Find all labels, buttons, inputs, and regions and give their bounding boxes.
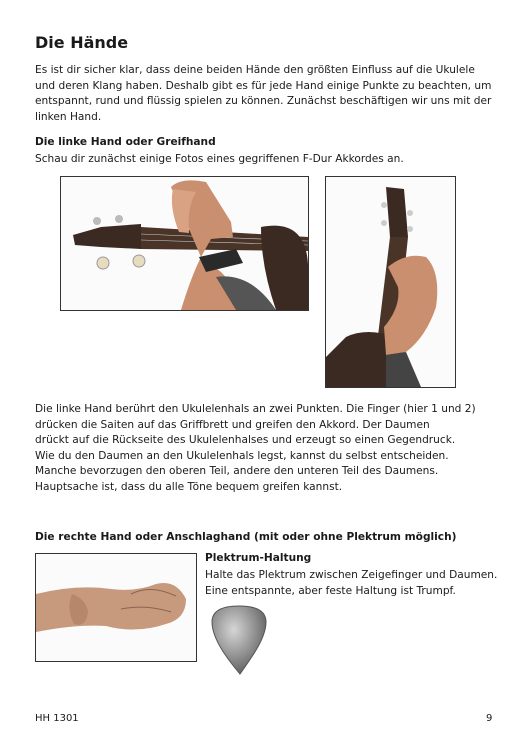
intro-line: entspannt, rund und flüssig spielen zu können. Zunächst beschäftigen wir uns mit der (35, 95, 492, 108)
section-heading-left-hand: Die linke Hand oder Greifhand (35, 136, 216, 148)
page-title: Die Hände (35, 33, 129, 52)
page-number: 9 (486, 713, 493, 724)
body-line: Hauptsache ist, dass du alle Töne bequem greifen kannst. (35, 480, 343, 493)
intro-line: linken Hand. (35, 110, 102, 123)
footer-code: HH 1301 (35, 713, 79, 724)
pick-icon (210, 604, 268, 676)
section-heading-right-hand: Die rechte Hand oder Anschlaghand (mit oder ohne Plektrum möglich) (35, 531, 457, 543)
photo-fretting-hand-front (60, 176, 309, 311)
intro-line: Es ist dir sicher klar, dass deine beiden Hände den größten Einfluss auf die Ukulele (35, 64, 475, 76)
body-line: drücken die Saiten auf das Griffbrett und greifen den Akkord. Der Daumen (35, 418, 430, 431)
intro-paragraph (35, 63, 491, 125)
pick-line: Eine entspannte, aber feste Haltung ist Trumpf. (205, 584, 456, 597)
photo-pick-grip (35, 553, 197, 662)
intro-line: und deren Klang haben. Deshalb gibt es für jede Hand einige Punkte zu beachten, um (35, 79, 492, 92)
pick-grip-text (205, 568, 497, 599)
section1-lead: Schau dir zunächst einige Fotos eines gegriffenen F-Dur Akkordes an. (35, 153, 404, 165)
body-line: Die linke Hand berührt den Ukulelenhals an zwei Punkten. Die Finger (hier 1 und 2) (35, 403, 476, 415)
pick-line: Halte das Plektrum zwischen Zeigefinger und Daumen. (205, 569, 498, 581)
left-hand-explanation (35, 402, 476, 496)
photo-fretting-hand-back (325, 176, 456, 388)
pick-grip-heading: Plektrum-Haltung (205, 552, 312, 564)
body-line: Wie du den Daumen an den Ukulelenhals legst, kannst du selbst entscheiden. (35, 449, 449, 462)
body-line: drückt auf die Rückseite des Ukulelenhalses und erzeugt so einen Gegendruck. (35, 434, 456, 447)
body-line: Manche bevorzugen den oberen Teil, andere den unteren Teil des Daumens. (35, 465, 439, 478)
